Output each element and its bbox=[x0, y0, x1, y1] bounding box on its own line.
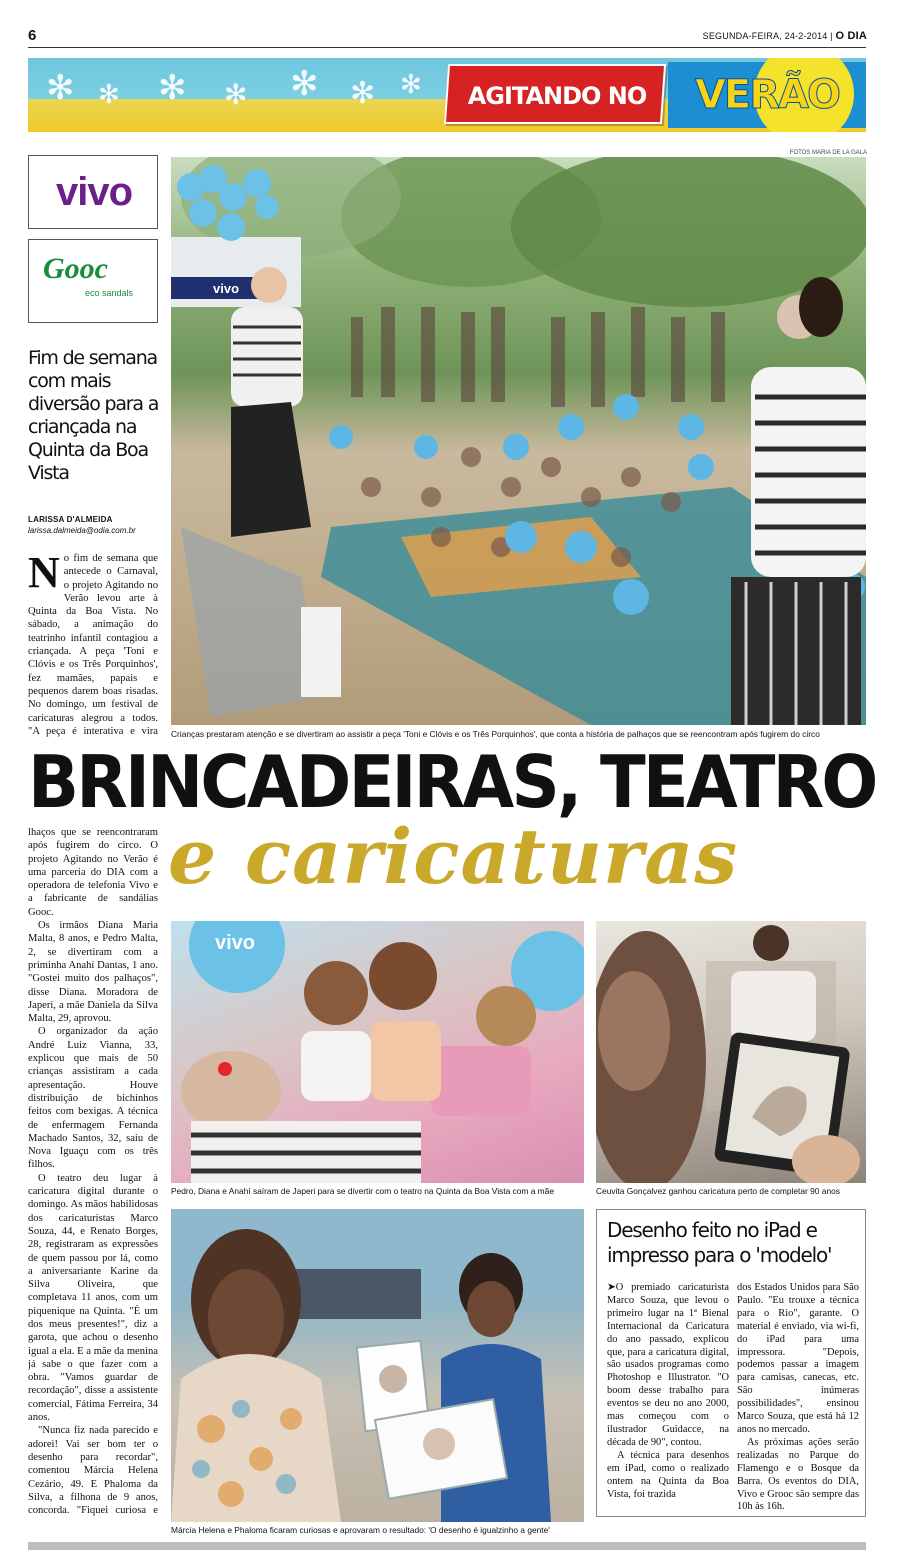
sidebar-column-1 bbox=[607, 1282, 729, 1514]
gooc-sponsor-box bbox=[28, 239, 158, 323]
section-banner bbox=[28, 58, 866, 132]
article-body bbox=[28, 826, 158, 1516]
dropcap: N bbox=[28, 552, 60, 597]
sidebar-paragraph: dos Estados Unidos para São Paulo. "Eu trouxe a técnica para o Rio", garante. O material é enviado, via wi-fi, do iPad para uma impressora. "Depois, podemos passar a imagem para camisas, canecas, etc. São inúmeras possibilidades", ensinou Marco Souza, que está há 12 anos no mercado. bbox=[737, 1282, 859, 1435]
date-text: SEGUNDA-FEIRA, 24-2-2014 | bbox=[702, 31, 833, 41]
photo-kids-with-clown bbox=[171, 921, 584, 1183]
page-number: 6 bbox=[28, 27, 37, 44]
palm-tree-icon: ✻ bbox=[98, 80, 120, 110]
body-paragraph: Os irmãos Diana Maria Malta, 8 anos, e Pedro Malta, 2, se divertiram com a priminha Anahí Dantas, 1 ano. "Gostei muito dos palhaços", disse Diana. Moradora de Japeri, a mãe Daniela da Silva Malta, 29, aprovou. bbox=[28, 920, 158, 1025]
vivo-sponsor-box bbox=[28, 155, 158, 229]
banner-title-line2: VERÃO bbox=[694, 72, 840, 118]
photo-printed-caricatures bbox=[171, 1209, 584, 1522]
palm-tree-icon: ✻ bbox=[400, 70, 422, 100]
gooc-logo-subtitle: eco sandals bbox=[85, 288, 134, 298]
intro-text: o fim de semana que antecede o Carnaval, o projeto Agitando no Verão levou arte à Quinta da Boa Vista. No sábado, a animação do teatrinho infantil contagiou a criançada. A peça 'Toni e Clóvis e os Três Porquinhos', fez mamães, papais e pequenos darem boas risadas. No domingo, um festival de caricaturas alegrou a todos. "A peça é interativa e vira bbox=[28, 553, 158, 737]
gooc-logo: Gooc bbox=[43, 252, 108, 285]
photo-ipad-caricature bbox=[596, 921, 866, 1183]
body-paragraph: "Nunca fiz nada parecido e adorei! Vai ser bom ter o desenho para recordar", comentou Márcia Helena Cezário, 49. E Phaloma da Silva, a filhona de 9 anos, concorda. "Fiquei curiosa e bbox=[28, 1425, 158, 1516]
footer-bar bbox=[28, 1542, 866, 1550]
sidebar-paragraph: A técnica para desenhos em iPad, como o realizado ontem na Quinta da Boa Vista, foi trazida bbox=[607, 1449, 729, 1500]
article-kicker: Fim de semana com mais diversão para a criançada na Quinta da Boa Vista bbox=[28, 347, 159, 484]
sidebar-box bbox=[596, 1209, 866, 1517]
photo-clowns-children bbox=[171, 157, 866, 725]
body-paragraph: O organizador da ação André Luiz Vianna, 33, explicou que mais de 50 crianças assistiram a cada apresentação. Houve distribuição de bichinhos feitos com bexigas. A técnica de enfermagem Fernanda Machado Santos, 32, saiu de Nova Iguaçu com os três filhos. bbox=[28, 1026, 158, 1171]
byline-email: larissa.dalmeida@odia.com.br bbox=[28, 526, 136, 535]
grandma-photo-caption: Ceuvita Gonçalvez ganhou caricatura perto de completar 90 anos bbox=[596, 1186, 840, 1196]
palm-tree-icon: ✻ bbox=[46, 68, 75, 108]
header-date bbox=[703, 30, 867, 42]
palm-tree-icon: ✻ bbox=[350, 76, 376, 111]
kids-photo-caption: Pedro, Diana e Anahí saíram de Japeri para se divertir com o teatro na Quinta da Boa Vista com a mãe bbox=[171, 1186, 554, 1196]
sidebar-column-2 bbox=[737, 1282, 859, 1514]
body-paragraph: O teatro deu lugar à caricatura digital durante o domingo. As mãos habilidosas dos caricaturistas Marco Souza, 44, e Renato Borges, 28, registraram as expressões de quem passou por lá, como a aniversariante Karine da Silva Oliveira, que completava 11 anos, com um piquenique na Quinta. "É um dos meus presentes!", diz a garota, que achou o desenho igual a ela. E a mãe da menina já sabe o que fazer com a obra. "Vamos guardar de recordação", disse a assistente comercial, Fátima Ferreira, 34 anos. bbox=[28, 1172, 158, 1424]
photo-credit: FOTOS MARIA DE LA GALA bbox=[789, 150, 867, 156]
balloon-vivo-text: vivo bbox=[215, 932, 256, 954]
header-rule bbox=[28, 47, 866, 48]
paper-name: O DIA bbox=[835, 30, 867, 42]
vivo-logo: vivo bbox=[55, 170, 133, 214]
tent-vivo-text: vivo bbox=[213, 281, 240, 296]
headline-line1: BRINCADEIRAS, TEATRO bbox=[28, 740, 876, 824]
palm-tree-icon: ✻ bbox=[224, 78, 248, 111]
palm-tree-icon: ✻ bbox=[158, 68, 187, 108]
drawing-photo-caption: Márcia Helena e Phaloma ficaram curiosas e aprovaram o resultado: 'O desenho é igualzinho a gente' bbox=[171, 1525, 550, 1535]
sidebar-title: Desenho feito no iPad e impresso para o 'modelo' bbox=[607, 1218, 832, 1267]
byline-name: LARISSA D'ALMEIDA bbox=[28, 515, 113, 524]
headline-line2: e caricaturas bbox=[168, 812, 739, 901]
sidebar-paragraph: ➤O premiado caricaturista Marco Souza, que levou o primeiro lugar na 1ª Bienal Internacional da Caricatura do ano passado, explicou que, para a caricatura digital, são usados programas como Photoshop e Illustrator. "O boom desse trabalho para eventos se deu no ano 2000, mas começou com o ilustrador Guidacce, na década de 90", contou. bbox=[607, 1282, 729, 1448]
main-photo-caption: Crianças prestaram atenção e se divertiram ao assistir a peça 'Toni e Clóvis e os Três Porquinhos', que conta a história de palhaços que se reencontram após fugirem do circo bbox=[171, 729, 820, 739]
sidebar-paragraph: As próximas ações serão realizadas no Parque do Flamengo e o Bosque da Barra. Os eventos do DIA, Vivo e Grooc são sempre das 10h às 16h. bbox=[737, 1436, 859, 1513]
palm-tree-icon: ✻ bbox=[290, 64, 319, 104]
banner-title-line1: AGITANDO NO bbox=[467, 82, 647, 110]
body-paragraph: lhaços que se reencontraram após fugirem do circo. O projeto Agitando no Verão é uma parceria do DIA com a operadora de telefonia Vivo e a fabricante de sandálias Gooc. bbox=[28, 827, 158, 918]
article-intro bbox=[28, 552, 158, 740]
